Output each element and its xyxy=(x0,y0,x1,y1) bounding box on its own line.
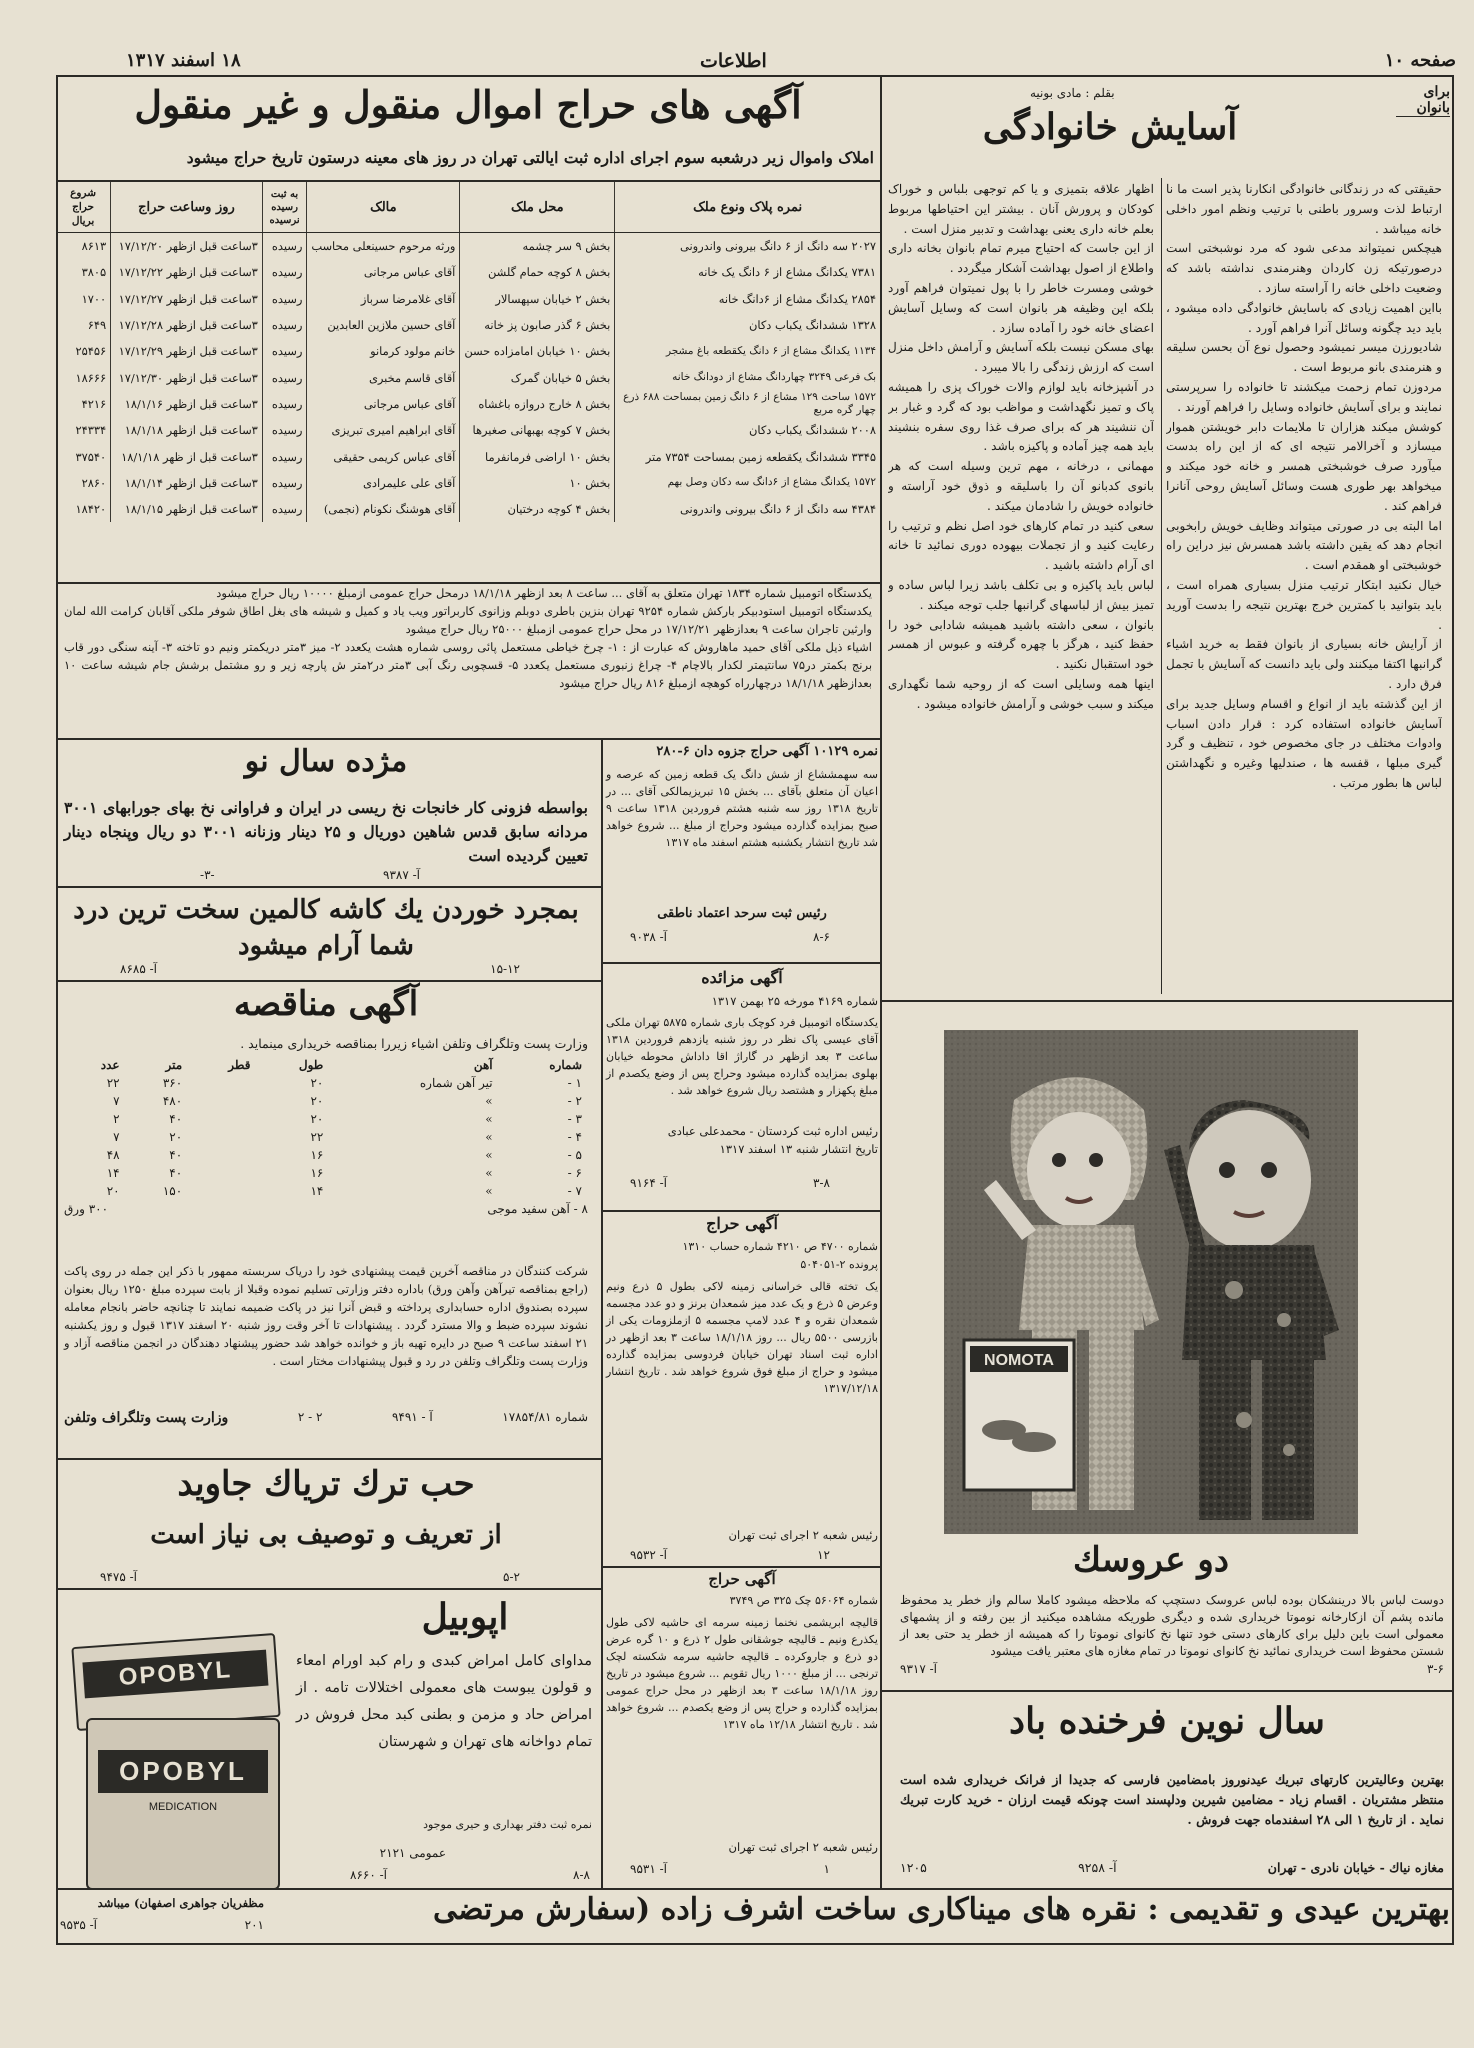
table-cell: ۷ xyxy=(113,1130,120,1144)
auction3-body: یکدستگاه اتومبیل فرد کوچک باری شماره ۵۸۷۵ تهران ملکی آقای عیسی پاک نظر در روز شنبه یازدهم فروردین ۱۳۱۸ ساعت ۳ بعد ازظهر در گاراژ اقا داداش محوطه خیابان بهلوی بمزایده گذارده میشود وحراج پس از وضع یکصدم از مبلغ پکهزار و هشتصد ریال شروع خواهد شد . xyxy=(606,1016,879,1097)
table-row xyxy=(56,259,880,285)
table-row xyxy=(56,496,880,522)
table-cell: ۱ - xyxy=(567,1076,582,1090)
table-cell xyxy=(188,1092,256,1110)
auction-note: اشیاء ذیل ملکی آقای حمید ماهاروش که عبارت از : ۱- چرخ خیاطی مستعمل پائی روسی شماره هشت یکعدد ۲- میز ۳متر دریکمتر ونیم دو تاخته ۳- آینه سنگی دور قاب برنج بکمتر در۷۵ سانتیمتر لکدار بالاچام ۴- چراغ زنبوری مستعمل یکعدد ۵- قسچوبی رنگ آبی ۳متر در۲متر ش پارچه زیر و رو مشتمل برشش جام شیشه ساعت ۱۰ بعدازظهر ۱۸/۱/۱۸ درچهارراه کوهچه ازمبلغ ۸۱۶ ریال حراج میشود xyxy=(64,640,873,690)
article-paragraph: کوشش میکند هزاران تا ملایمات دابر خویشتن هموار میسازد و آخرالامر نتیجه ای که از این راه بدست میآورد صرف خوشبختی همسر و خانه خود میکند و میخواهد بهر طوری هست وسائل آسایش روحی آنانرا فراهم کند . xyxy=(1166,419,1442,513)
article-title: آسایش خانوادگی xyxy=(982,106,1238,148)
article-paragraph: در آشپزخانه باید لوازم والات خوراک پزی را همیشه پاک و تمیز نگهداشت و مواظب بود که گرد و غبار بر آن ننشیند هر که برای صرف غذا روی سفره بنشیند باید همه چیز آماده و پاکیزه باشد . xyxy=(888,379,1154,454)
table-cell: ۴۰ xyxy=(169,1148,183,1162)
article-paragraph: شادیورزن میسر نمیشود وحصول نوع آن بحسن سلیقه و هنرمندی بانو مربوط است . xyxy=(1166,340,1442,375)
auction5-ref xyxy=(630,1862,830,1876)
table-cell: » xyxy=(485,1130,493,1144)
auction2-sign: رئیس ثبت سرحد اعتماد ناطقی xyxy=(657,906,827,921)
auction2-body: سه سهمششاع از شش دانگ یک قطعه زمین که عرصه و اعیان آن متعلق بآقای ... بخش ۱۵ تبریزیمالکی آقای ... در تاریخ ۱۳۱۸ روز سه شنبه هشتم فروردین ۱۳۱۸ ساعت ۹ صبح بمزایده گذارده میشود وحراج از مبلغ ... شروع خواهد شد تاریخ انتشار یکشنبه هشتم اسفند ماه ۱۳۱۷ xyxy=(606,768,878,849)
table-cell: ۲ - xyxy=(567,1094,582,1108)
table-cell: رسیده xyxy=(262,391,307,417)
auction3-sub: شماره ۴۱۶۹ مورخه ۲۵ بهمن ۱۳۱۷ xyxy=(711,994,878,1008)
table-cell: ۲۴۳۳۴ xyxy=(75,423,107,438)
auction3-ref xyxy=(630,1176,830,1190)
table-cell: ۱۱۳۴ یکدانگ مشاع از ۶ دانگ یکقطعه باغ مشجر xyxy=(615,338,880,364)
article-paragraph: مردوزن تمام زحمت میکشند تا خانواده را سرپرستی نمایند و برای آسایش خانواده وسایل را فراهم آورند . xyxy=(1166,379,1442,414)
table-cell: ۱۶ xyxy=(310,1166,324,1180)
auction5-sign: رئیس شعبه ۲ اجرای ثبت تهران xyxy=(728,1840,878,1854)
auction-note: یکدستگاه اتومبیل شماره ۱۸۳۴ تهران متعلق به آقای ... ساعت ۸ بعد ازظهر ۱۸/۱/۱۸ درمحل حراج عمومی ازمبلغ ۱۰۰۰۰ ریال حراج میشود xyxy=(216,586,872,600)
opobyl-jar-sub: MEDICATION xyxy=(148,1801,218,1813)
article-paragraph: لباس باید پاکیزه و بی تکلف باشد زیرا لباس ساده و تمیز بیش از لباسهای گرانبها جلب توجه میکند . xyxy=(888,577,1154,612)
ad-ref: شماره ۱۷۸۵۴/۸۱ xyxy=(502,1410,588,1424)
table-cell xyxy=(188,1128,256,1146)
table-cell: ۴۳۸۴ سه دانگ از ۶ دانگ بیرونی واندرونی xyxy=(615,496,880,522)
table-cell: ۱۳۲۸ ششدانگ یکباب دکان xyxy=(615,312,880,338)
ad-ref: آ- ۸۶۸۵ xyxy=(120,962,157,976)
pill-ad-ref xyxy=(120,962,520,976)
table-cell: ۲۲ xyxy=(310,1130,324,1144)
article-paragraph: اظهار علاقه بتمیزی و یا کم توجهی بلباس و خوراک کودکان و پرورش آنان . بیشتر این احتیاطها مربوط بعلم خانه داری یعنی بهداشت و تدبیر منزل است . xyxy=(888,182,1154,236)
table-row xyxy=(64,1128,588,1146)
table-cell: ۲۰ xyxy=(310,1076,324,1090)
table-cell: بخش ۸ کوچه حمام گلشن xyxy=(460,259,615,285)
opium-ad-ref xyxy=(100,1570,520,1584)
section-rule xyxy=(56,886,601,888)
table-cell: رسیده xyxy=(262,286,307,312)
auction4-ref-no: پرونده ۲-۵۰۴۰۵۱ xyxy=(800,1258,878,1271)
article-paragraph: بانوان ، سعی داشته باشید همیشه شادابی خود را حفظ کنید ، هرگز با چهره گرفته و عبوس از همسر خود استقبال نکنید . xyxy=(888,617,1154,672)
nomota-box-label: NOMOTA xyxy=(984,1352,1054,1369)
table-cell: ۶۴۹ xyxy=(87,318,107,333)
auction-table xyxy=(56,182,880,522)
auction-table-wrapper xyxy=(56,182,880,522)
table-cell: ۳ساعت قبل ازظهر ۱۸/۱/۱۶ xyxy=(111,391,263,417)
article-paragraph: مهمانی ، درخانه ، مهم ترین وسیله است که هر بانوی کدبانو آن را باسلیقه و ذوق خود آراسته و خانواده خویش را شادمان میکند . xyxy=(888,459,1154,513)
table-cell: بخش ۵ خیابان گمرک xyxy=(460,364,615,390)
table-cell: ۲۲ xyxy=(106,1076,120,1090)
pill-ad-title: بمجرد خوردن یك كاشه كالمین سخت ترین درد شما آرام میشود xyxy=(73,895,579,961)
cards-body: بهترین وعالیترین کارتهای تبریك عیدنوروز بامضامین فارسی که جدیدا از فرانک خریداری شده است منتظر مشتریان . اقسام زیاد - مضامین شیرین ودلپسند است چونکه قیمت ارزان - خرید کارت تبریك نماید . از تاریخ ۱ الی ۲۸ اسفندماه جهت فروش . xyxy=(900,1772,1444,1827)
table-cell: ۲۰۲۷ سه دانگ از ۶ دانگ بیرونی واندرونی xyxy=(615,233,880,260)
middle-divider-right xyxy=(880,740,882,1888)
ad-ref: ۱۲ xyxy=(817,1548,830,1562)
table-cell: رسیده xyxy=(262,417,307,443)
ad-ref: آ- ۹۵۳۲ xyxy=(630,1548,667,1562)
section-rule xyxy=(882,1690,1452,1692)
opobyl-product-image xyxy=(66,1640,286,1890)
opobyl-box-top xyxy=(71,1633,280,1731)
article-paragraph: سعی کنید در تمام کارهای خود اصل نظم و ترتیب را رعایت کنید و از تجملات بیهوده دوری نمائید تا خانه ای آرام داشته باشید . xyxy=(888,518,1154,573)
table-cell xyxy=(188,1182,256,1200)
table-cell: بک فرعی ۳۲۴۹ چهاردانگ مشاع از دودانگ خانه xyxy=(615,364,880,390)
table-cell: آقای عباس مرجانی xyxy=(307,391,460,417)
table-cell xyxy=(188,1074,256,1092)
table-row xyxy=(56,391,880,417)
table-cell: بخش ۱۰ خیابان امامزاده حسن xyxy=(460,338,615,364)
table-cell: رسیده xyxy=(262,470,307,496)
table-cell: ۱۷۰۰ xyxy=(81,291,107,306)
table-cell: ۷ xyxy=(113,1094,120,1108)
table-cell: ۱۵۰ xyxy=(162,1184,183,1198)
ad-ref: ۵-۲ xyxy=(503,1570,520,1584)
article-paragraph: هیچکس نمیتواند مدعی شود که مرد نوشبختی است درصورتیکه زن کاردان وهنرمندی نداشته باشد که وضعیت داخلی خانه را آراسته سازد . xyxy=(1166,241,1442,295)
table-cell: » xyxy=(485,1112,493,1126)
table-row xyxy=(56,443,880,469)
byline: بقلم : مادی بونیه xyxy=(1030,86,1115,100)
newspaper-name: اطلاعات xyxy=(700,50,767,72)
auction-title: آگهی های حراج اموال منقول و غیر منقول xyxy=(134,82,802,127)
article-inner-divider xyxy=(1161,178,1162,994)
article-column-left xyxy=(888,180,1154,995)
auction4-body: یک تخته قالی خراسانی زمینه لاکی بطول ۵ ذرع ونیم وعرض ۵ ذرع و یک عدد میز شمعدان برنز و دو عدد مجسمه شمعدان نقره و ۴ عدد لامپ مجسمه ۵ ازملزومات یکی از بازرسی ۵۵۰۰ ریال ... روز ۱۸/۱/۱۸ ساعت ۳ بعد ازظهر در اداره ثبت اسناد تهران خیابان فردوسی بمزایده گذارده میشود و حراج از مبلغ فوق شروع خواهد شد . تاریخ انتشار ۱۳۱۷/۱۲/۱۸ xyxy=(606,1280,879,1395)
section-rule xyxy=(603,1210,880,1212)
column-header: به ثبت رسیده نرسیده xyxy=(262,182,307,233)
table-cell: ۳ساعت قبل ازظهر ۱۷/۱۲/۲۷ xyxy=(111,286,263,312)
table-cell: ۲ xyxy=(113,1112,120,1126)
frame-bottom xyxy=(56,1943,1454,1945)
table-cell: بخش ۴ کوچه درختیان xyxy=(460,496,615,522)
column-header: متر xyxy=(165,1058,183,1072)
ad-ref: آ - ۹۴۹۱ xyxy=(391,1410,433,1424)
new-year-body: بواسطه فزونی کار خانجات نخ ریسی در ایران و فراوانی نخ بهای جورابهای ۳۰۰۱ مردانه سابق قدس شاهین دوریال و ۲۵ دینار وزنانه ۳۰۰۱ دو ریال وپنجاه دینار تعیین گردیده است xyxy=(64,798,588,865)
ad-ref: ۲۰۱ xyxy=(244,1918,264,1932)
opium-ad-title: حب ترك تریاك جاوید xyxy=(177,1464,475,1504)
header-rule xyxy=(56,75,1454,77)
table-cell: ۳ساعت قبل ازظهر ۱۷/۱۲/۲۲ xyxy=(111,259,263,285)
page-number-label: صفحه ۱۰ xyxy=(1384,50,1456,71)
table-cell xyxy=(188,1110,256,1128)
table-cell: ۳ساعت قبل از ظهر ۱۸/۱/۱۸ xyxy=(111,443,263,469)
table-cell: ۳ساعت قبل ازظهر ۱۷/۱۲/۲۸ xyxy=(111,312,263,338)
tender-body: شرکت کنندگان در مناقصه آخرین قیمت پیشنهادی خود را دریاک سربسته ممهور با ذکر این جمله در روی پاکت (راجع بمناقصه تیرآهن وآهن ورق) باداره دفتر وزارتی تسلیم نموده وقبلا از بابت سپرده مبلغ ۱۲۵۰ ریال بعنوان سپرده بصندوق اداره حسابداری پرداخته و قبض آنرا نیز در پاکت ضمیمه نمایند تا چنانچه حاضر بانجام معامله نشوند سپرده ضبط و والا مسترد گردد . پیشنهادات تا آخر وقت روز شنبه ۲۰ اسفند ۱۳۱۷ قبول و روز یکشنبه ۲۱ اسفند ساعت ۹ صبح در دایره تهیه باز و خوانده خواهد شد حضور پیشنهاد دهندگان در انجمن مناقصه آزاد و وزارت پست وتلگراف وتلفن در رد و قبول پیشنهادات مختار است . xyxy=(64,1264,589,1368)
opobyl-box-brand: OPOBYL xyxy=(82,1650,268,1699)
tender-refs xyxy=(64,1410,588,1426)
tender-table xyxy=(64,1056,588,1200)
table-cell: ۴۲۱۶ xyxy=(81,396,107,411)
table-cell: ۱۵۷۲ ساحت ۱۲۹ مشاع از ۶ دانگ زمین بمساحت ۶۸۸ ذرع چهار گره مربع xyxy=(615,391,880,417)
table-row xyxy=(56,417,880,443)
ad-ref: آ- ۹۴۷۵ xyxy=(100,1570,137,1584)
column-header: عدد xyxy=(100,1058,120,1072)
article-paragraph: اما البته بی در صورتی میتواند وظایف خویش رابخوبی انجام دهد که یقین داشته باشد همسرش نیز دراین راه خوشبختی او همقدم است . xyxy=(1166,518,1442,573)
middle-divider-left xyxy=(601,740,603,1888)
column-header: محل ملک xyxy=(460,182,615,233)
dolls-body: دوست لباس بالا درینشکان بوده لباس عروسک دستچپ که ملاحظه میشود کاملا سالم واز خطر ید محفوظ مانده پشم آن ازکارخانه نوموتا خریداری شده و دیگری طوریکه مشاهده میکنید از بین رفته و از پشمهای معمولی است باین دلیل برای کارهای دستی خود تنها نخ کانوای نوموتا را که همیشه از خطر ید حتی بعد از شستن محفوظ است خریداری نمائید نخ کانوای نوموتا در تمام مغازه های معتبر یافت میشود xyxy=(900,1593,1444,1658)
article-paragraph: بااین اهمیت زیادی که باسایش خانوادگی داده میشود ، باید دید چگونه وسائل آنرا فراهم آورد . xyxy=(1166,300,1442,335)
ad-ref: ۱۲۰۵ xyxy=(900,1860,927,1875)
table-cell: ۴۸ xyxy=(106,1148,120,1162)
column-header: آهن xyxy=(473,1058,493,1072)
ad-ref: آ- ۹۵۳۱ xyxy=(630,1862,667,1876)
auction-notes xyxy=(64,584,872,692)
ad-ref: -۳- xyxy=(200,868,215,882)
table-cell: خانم مولود کرمانو xyxy=(307,338,460,364)
article-paragraph: بهای مسکن نیست بلکه آسایش و آرامش داخل منزل است که ارزش زندگی را بالا میبرد . xyxy=(888,340,1154,375)
table-cell: رسیده xyxy=(262,259,307,285)
table-row xyxy=(64,1182,588,1200)
opium-ad-subtitle: از تعریف و توصیف بی نیاز است xyxy=(150,1520,502,1550)
auction-subtitle: املاک واموال زیر درشعبه سوم اجرای اداره ثبت ایالتی تهران در روز های معینه درستون تاریخ حراج میشود xyxy=(186,148,874,167)
table-cell: بخش ۶ گذر صابون پز خانه xyxy=(460,312,615,338)
new-year-title: مژده سال نو xyxy=(244,744,408,779)
table-cell: ۳ساعت قبل ازظهر ۱۷/۱۲/۳۰ xyxy=(111,364,263,390)
table-cell: ۴۰ xyxy=(169,1166,183,1180)
opobyl-jar xyxy=(86,1718,280,1890)
table-row xyxy=(56,364,880,390)
ad-ref: آ- ۹۵۳۵ xyxy=(60,1918,97,1932)
ad-ref: ۲ - ۲ xyxy=(297,1410,323,1424)
table-cell: ۱۴ xyxy=(106,1166,120,1180)
ad-ref: ۱ xyxy=(823,1862,830,1876)
table-cell: آقای عباس مرجانی xyxy=(307,259,460,285)
table-cell: رسیده xyxy=(262,496,307,522)
new-year-ref xyxy=(200,868,420,882)
opobyl-ref xyxy=(350,1868,590,1882)
table-cell: ۶ - xyxy=(567,1166,582,1180)
auction3-date: تاریخ انتشار شنبه ۱۳ اسفند ۱۳۱۷ xyxy=(719,1142,878,1156)
auction4-sign: رئیس شعبه ۲ اجرای ثبت تهران xyxy=(728,1528,878,1542)
article-paragraph: از این گذشته باید از انواع و اقسام وسایل جدید برای آسایش خانواده استفاده کرد : قرار دادن اسباب وادوات مختلف در جای مخصوص خود ، تنظیف و گرد گیری مبلها ، قفسه ها ، صندلیها وغیره و نگهداشتن لباس ها بطور مرتب . xyxy=(1166,696,1442,790)
table-cell: » xyxy=(485,1184,493,1198)
table-row xyxy=(56,470,880,496)
column-header: قطر xyxy=(228,1058,251,1072)
section-rule xyxy=(56,980,601,982)
table-row xyxy=(64,1074,588,1092)
table-cell xyxy=(188,1146,256,1164)
ad-ref: ۳-۸ xyxy=(813,1176,830,1190)
table-cell: ۴۸۰ xyxy=(162,1094,183,1108)
auction5-head: آگهی حراج xyxy=(708,1570,776,1588)
cards-address: مغازه نیاك - خیابان نادری - تهران xyxy=(1267,1860,1444,1875)
table-cell: ۴ - xyxy=(567,1130,582,1144)
dolls-photo xyxy=(944,1030,1358,1534)
issue-date: ۱۸ اسفند ۱۳۱۷ xyxy=(126,50,241,71)
ad-ref: ۱۵-۱۲ xyxy=(490,962,520,976)
dolls-title: دو عروسك xyxy=(1072,1540,1229,1580)
tender-title: آگهی مناقصه xyxy=(233,984,419,1024)
auction3-sign: رئیس اداره ثبت کردستان - محمدعلی عبادی xyxy=(667,1124,878,1138)
table-cell: بخش ۱۰ xyxy=(460,470,615,496)
table-cell: ۱۶ xyxy=(310,1148,324,1162)
table-row xyxy=(64,1146,588,1164)
table-cell: آقای هوشنگ نکونام (نجمی) xyxy=(307,496,460,522)
table-cell: رسیده xyxy=(262,338,307,364)
section-rule xyxy=(603,962,880,964)
table-cell: » xyxy=(485,1166,493,1180)
table-cell: آقای عباس کریمی حقیقی xyxy=(307,443,460,469)
table-cell: ۲۸۵۴ یکدانگ مشاع از ۶دانگ خانه xyxy=(615,286,880,312)
table-cell: ۵ - xyxy=(567,1148,582,1162)
tender-extra xyxy=(64,1202,588,1216)
table-cell: ۳۸۰۵ xyxy=(81,265,107,280)
auction5-sub: شماره ۵۶۰۶۴ چک ۳۲۵ ص ۳۷۴۹ xyxy=(729,1594,878,1607)
table-cell: ۳ - xyxy=(567,1112,582,1126)
opobyl-phone: عمومی ۲۱۲۱ xyxy=(379,1846,446,1860)
table-cell: ۲۰ xyxy=(310,1094,324,1108)
table-cell xyxy=(188,1164,256,1182)
section-rule xyxy=(56,1458,601,1460)
ad-ref: آ- ۹۰۳۸ xyxy=(630,930,667,944)
table-cell: » xyxy=(485,1148,493,1162)
table-cell: ۷۳۸۱ یکدانگ مشاع از ۶ دانگ یک خانه xyxy=(615,259,880,285)
table-cell: ۱۵۷۲ یکدانگ مشاع از ۶دانگ سه دکان وصل بهم xyxy=(615,470,880,496)
ad-ref: ۳-۶ xyxy=(1427,1662,1444,1676)
table-cell: آقای ابراهیم امیری تبریزی xyxy=(307,417,460,443)
table-cell: ۲۰ xyxy=(106,1184,120,1198)
tender-intro: وزارت پست وتلگراف وتلفن اشیاء زیررا بمناقصه خریداری مینماید . xyxy=(240,1036,588,1051)
table-cell: ۳ساعت قبل ازظهر ۱۷/۱۲/۲۹ xyxy=(111,338,263,364)
cards-footer xyxy=(900,1860,1444,1875)
table-cell: تیر آهن شماره xyxy=(419,1076,493,1090)
frame-right xyxy=(1452,77,1454,1945)
table-cell: بخش ۸ خارج دروازه باغشاه xyxy=(460,391,615,417)
table-cell: ورثه مرحوم حسینعلی محاسب xyxy=(307,233,460,260)
table-cell: ۳ساعت قبل ازظهر ۱۸/۱/۱۸ xyxy=(111,417,263,443)
tender-signature: وزارت پست وتلگراف وتلفن xyxy=(64,1410,229,1426)
table-cell: ۸۶۱۳ xyxy=(81,239,107,254)
table-cell: آقای قاسم مخبری xyxy=(307,364,460,390)
ad-ref: آ- ۹۱۶۴ xyxy=(630,1176,667,1190)
auction4-head: آگهی حراج xyxy=(706,1214,778,1233)
section-rule xyxy=(56,738,880,740)
table-row xyxy=(64,1164,588,1182)
auction-note: یکدستگاه اتومبیل استودبیکر بارکش شماره ۹۲۵۴ تهران بنزین باطری دوبلم وزانوی کاربراتور ویب یاد و کمیل و شیشه های بغل اطاق شوفر ملکی آقابان کرامت الله لمان وارثین تاجران ساعت ۹ بعدازظهر ۱۷/۱۲/۲۱ در محل حراج عمومی ازمبلغ ۲۵۰۰۰ ریال حراج میشود xyxy=(64,604,872,636)
table-cell: ۳ساعت قبل ازظهر ۱۷/۱۲/۲۰ xyxy=(111,233,263,260)
tender-table-wrapper xyxy=(64,1056,588,1216)
table-cell: ۷ - xyxy=(567,1184,582,1198)
table-cell: آقای علی علیمرادی xyxy=(307,470,460,496)
table-row xyxy=(64,1092,588,1110)
bottom-banner-ref xyxy=(60,1918,264,1932)
ad-ref: ۸-۸ xyxy=(573,1868,590,1882)
column-header: طول xyxy=(298,1058,324,1072)
ad-ref: آ- ۹۳۱۷ xyxy=(900,1662,937,1676)
table-cell: ۲۵۴۵۶ xyxy=(75,344,107,359)
bottom-banner-text: بهترین عیدی و تقدیمی : نقره های میناکاری ساخت اشرف زاده (سفارش مرتضی xyxy=(432,1892,1450,1927)
article-paragraph: خوشی ومسرت خاطر را با پول نمیتوان فراهم آورد بلکه این وظیفه هر بانوان است که وسایل آسایش اعضای خانه خود را آماده سازد . xyxy=(888,280,1154,335)
table-cell: آقای غلامرضا سرباز xyxy=(307,286,460,312)
table-cell: بخش ۲ خیابان سپهسالار xyxy=(460,286,615,312)
column-header: نمره پلاک ونوع ملک xyxy=(615,182,880,233)
article-column-right xyxy=(1166,180,1442,995)
table-cell: بخش ۱۰ اراضی فرمانفرما xyxy=(460,443,615,469)
tender-extra-qty: ۳۰۰ ورق xyxy=(64,1202,109,1216)
table-cell: ۱۴ xyxy=(310,1184,324,1198)
table-cell: بخش ۹ سر چشمه xyxy=(460,233,615,260)
section-label: برای بانوان xyxy=(1396,84,1450,117)
auction2-ref xyxy=(630,930,830,944)
article-paragraph: خیال نکنید ابتکار ترتیب منزل بسیاری همراه است ، باید بتوانید با کمترین خرج بهترین نتیجه را بدست آورید . xyxy=(1166,577,1442,632)
table-row xyxy=(56,286,880,312)
column-header: شروع حراج بریال xyxy=(56,182,111,233)
auction4-ref xyxy=(630,1548,830,1562)
table-cell: بخش ۷ کوچه بهبهانی صغیرها xyxy=(460,417,615,443)
ad-ref: آ- ۹۲۵۸ xyxy=(1078,1860,1117,1875)
table-row xyxy=(64,1110,588,1128)
table-cell: ۲۰ xyxy=(169,1130,183,1144)
table-cell: آقای حسین ملازین العابدین xyxy=(307,312,460,338)
auction5-body: قالیچه ابریشمی نخنما زمینه سرمه ای حاشیه لاکی طول یکذرع ونیم ـ قالیچه جوشقانی طول ۲ ذرع و ۱۰ گره عرض دو ذرع و جاروکرده ـ قالیچه حاشیه سرمه شکسته لچک ترنجی ... از مبلغ ۱۰۰۰ ریال تقویم ... شروع میشود در تاریخ روز ۱۸/۱/۱۸ ساعت ۳ بعد ازظهر در محل حراج عمومی بمزایده گذارده و حراج پس از وضع یکصدم ... شروع خواهد شد . تاریخ انتشار ۱۲/۱۸ ماه ۱۳۱۷ xyxy=(606,1616,879,1731)
section-rule xyxy=(603,1566,880,1568)
table-row xyxy=(56,338,880,364)
table-cell: ۳ساعت قبل ازظهر ۱۸/۱/۱۵ xyxy=(111,496,263,522)
table-cell: رسیده xyxy=(262,233,307,260)
opobyl-body: مداوای کامل امراض کبدی و رام کبد اورام امعاء و قولون یبوست های معمولی اختلالات تامه . از امراض حاد و مزمن و بطنی کبد محل فروش در تمام دواخانه های تهران و شهرستان xyxy=(296,1653,592,1750)
bottom-banner-side: مظفریان جواهری اصفهان) میباشد xyxy=(97,1896,264,1910)
auction2-head: نمره ۱۰۱۲۹ آگهی حراج جزوه دان ۶-۲۸۰ xyxy=(656,744,878,759)
opobyl-jar-brand: OPOBYL xyxy=(98,1750,268,1793)
article-paragraph: اینها همه وسایلی است که از روحیه شما نگهداری میکند و سبب خوشی و آرامش خانواده میشود . xyxy=(888,676,1154,711)
table-cell: » xyxy=(485,1094,493,1108)
table-row xyxy=(56,233,880,260)
cards-title: سال نوین فرخنده باد xyxy=(1009,1700,1325,1742)
table-cell: رسیده xyxy=(262,364,307,390)
table-cell: ۲۰ xyxy=(310,1112,324,1126)
ad-ref: آ- ۹۳۸۷ xyxy=(383,868,420,882)
article-end-rule xyxy=(882,1000,1452,1002)
article-paragraph: از آرایش خانه بسیاری از بانوان فقط به خرید اشیاء گرانبها اکتفا میکنند ولی باید دانست که آسایش با تجمل فرق دارد . xyxy=(1166,637,1442,691)
section-rule xyxy=(56,1588,601,1590)
auction4-sub: شماره ۴۷۰۰ ص ۴۲۱۰ شماره حساب ۱۳۱۰ xyxy=(682,1240,878,1253)
column-header: مالک xyxy=(307,182,460,233)
opobyl-importer: نمره ثبت دفتر بهداری و حیری موجود xyxy=(423,1818,592,1831)
dolls-illustration xyxy=(944,1030,1358,1534)
table-cell: ۱۸۴۲۰ xyxy=(75,502,107,517)
auction3-head: آگهی مزائده xyxy=(701,968,783,987)
column-header: روز وساعت حراج xyxy=(111,182,263,233)
dolls-ref xyxy=(900,1662,1444,1676)
table-cell: ۳۳۴۵ ششدانگ یکقطعه زمین بمساحت ۷۳۵۴ متر xyxy=(615,443,880,469)
column-header: شماره xyxy=(549,1058,582,1072)
table-row xyxy=(56,312,880,338)
opobyl-title: اپوبیل xyxy=(421,1596,509,1638)
table-cell: ۳۷۵۴۰ xyxy=(75,449,107,464)
table-cell: رسیده xyxy=(262,312,307,338)
table-cell: ۲۰۰۸ ششدانگ یکباب دکان xyxy=(615,417,880,443)
banner-top-rule xyxy=(56,1888,1454,1890)
table-cell: ۳۶۰ xyxy=(162,1076,183,1090)
ad-ref: آ- ۸۶۶۰ xyxy=(350,1868,387,1882)
tender-extra-line: ۸ - آهن سفید موجی xyxy=(487,1202,588,1216)
article-paragraph: حقیقتی که در زندگانی خانوادگی انکارنا پذیر است ما نا ارتباط لذت وسرور باطنی با ترتیب ونظم امور داخلی خانه میباشد . xyxy=(1166,182,1442,236)
table-cell: ۳ساعت قبل ازظهر ۱۸/۱/۱۴ xyxy=(111,470,263,496)
table-cell: ۲۸۶۰ xyxy=(81,475,107,490)
table-cell: ۱۸۶۶۶ xyxy=(75,370,107,385)
article-paragraph: از این جاست که احتیاج میرم تمام بانوان بخانه داری واطلاع از اصول بهداشت آشکار میگردد . xyxy=(888,241,1154,276)
table-cell: ۴۰ xyxy=(169,1112,183,1126)
ad-ref: ۸-۶ xyxy=(813,930,830,944)
table-cell: رسیده xyxy=(262,443,307,469)
